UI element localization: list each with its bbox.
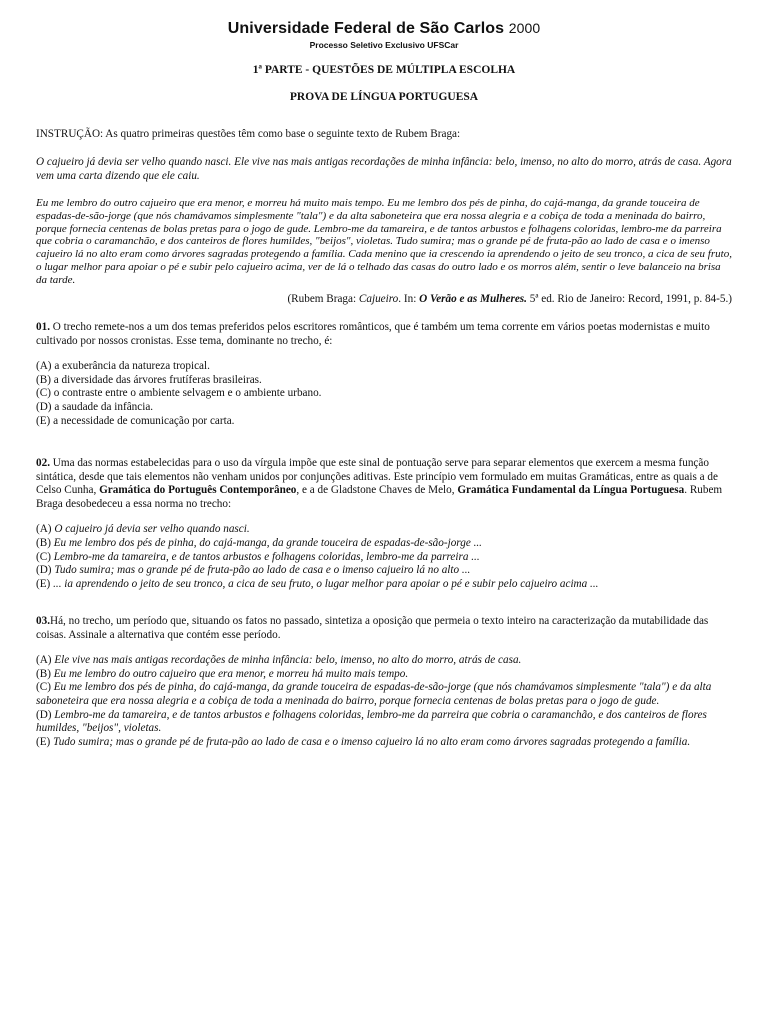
option-letter: (A) [36, 523, 55, 536]
source-author: (Rubem Braga: [287, 293, 359, 305]
university-title [0, 20, 768, 38]
option-d: (D) a saudade da infância. [36, 400, 154, 413]
exam-subtitle: Processo Seletivo Exclusivo UFSCar [309, 40, 459, 50]
question-stem: Há, no trecho, um período que, situando os fatos no passado, sintetiza a oposição que permeia o texto inteiro na caracterização da mutabilidade das coisas. Assinale a alternativa que contém esse período. [36, 615, 709, 641]
question-number: 02. [36, 457, 50, 469]
option-e: (E) a necessidade de comunicação por carta. [36, 414, 235, 427]
option-d [36, 709, 734, 736]
exam-year: 2000 [508, 20, 541, 36]
option-text: ... ia aprendendo o jeito de seu tronco, a cica de seu fruto, o lugar melhor para apoiar o pé e subir pelo cajueiro acima ... [53, 577, 599, 590]
option-c [36, 681, 734, 708]
source-edition: 5ª ed. Rio de Janeiro: Record, 1991, p. 84-5.) [526, 293, 732, 305]
grammar-book-2: Gramática Fundamental da Língua Portuguesa [457, 484, 685, 497]
grammar-book-1: Gramática do Português Contemporâneo [99, 484, 297, 497]
text-paragraph-1: O cajueiro já devia ser velho quando nasci. Ele vive nas mais antigas recordações de minha infância: belo, imenso, no alto do morro, atrás de casa. Agora vem uma carta dizendo que ele caiu. [36, 156, 732, 182]
question-02 [36, 457, 734, 591]
option-text: O cajueiro já devia ser velho quando nasci. [54, 523, 250, 536]
question-stem: Uma das normas estabelecidas para o uso da vírgula impõe que este sinal de pontuação serve para separar elementos que exercem a mesma função sintática, desde que tais elementos não venham unidos por conjunções aditivas. Este princípio vem formulado em muitas Gramáticas, entre as quais a de Celso Cunha, [36, 457, 718, 497]
option-text: Ele vive nas mais antigas recordações de minha infância: belo, imenso, no alto do morro, atrás de casa. [54, 654, 522, 667]
option-text: Eu me lembro dos pés de pinha, do cajá-manga, da grande touceira de espadas-de-são-jorge (que nós chamávamos simplesmente "tala") e da alta saboneteira que era nossa alegria e a cobiça de toda a meninada do bairro, porque fornecia centenas de bolas pretas para o jogo de gude. [36, 681, 712, 707]
option-text: Lembro-me da tamareira, e de tantos arbustos e folhagens coloridas, lembro-me da parreira ... [53, 550, 480, 563]
option-text: Eu me lembro do outro cajueiro que era menor, e morreu há muito mais tempo. [53, 667, 409, 680]
option-b [36, 668, 734, 682]
option-b [36, 537, 734, 551]
question-03 [36, 615, 734, 749]
question-01 [36, 321, 734, 428]
instruction: INSTRUÇÃO: As quatro primeiras questões têm como base o seguinte texto de Rubem Braga: [36, 128, 461, 140]
option-letter: (E) [36, 577, 54, 590]
source-in: . In: [398, 293, 420, 305]
option-e [36, 578, 734, 592]
question-stem: O trecho remete-nos a um dos temas preferidos pelos escritores românticos, que é também um tema corrente em vários poetas modernistas e muito cultivado por nossos cronistas. Esse tema, dominante no trecho, é: [36, 321, 710, 347]
option-letter: (D) [36, 564, 55, 577]
option-letter: (C) [36, 681, 54, 694]
university-name: Universidade Federal de São Carlos [227, 20, 505, 37]
question-02-stem [36, 457, 734, 511]
source-work: Cajueiro [358, 293, 399, 305]
option-c: (C) o contraste entre o ambiente selvagem e o ambiente urbano. [36, 387, 322, 400]
part-heading: 1ª PARTE - QUESTÕES DE MÚLTIPLA ESCOLHA [252, 64, 516, 76]
option-letter: (D) [36, 708, 55, 721]
question-stem-cont: , e a de Gladstone Chaves de Melo, [296, 484, 458, 497]
option-letter: (C) [36, 550, 54, 563]
question-01-stem [36, 321, 734, 348]
option-letter: (B) [36, 667, 54, 680]
question-03-stem [36, 615, 734, 642]
exam-heading: PROVA DE LÍNGUA PORTUGUESA [289, 91, 479, 103]
option-text: Tudo sumira; mas o grande pé de fruta-pão ao lado de casa e o imenso cajueiro lá no alto eram como árvores sagradas protegendo a família. [53, 735, 691, 748]
option-e [36, 736, 734, 750]
option-a [36, 523, 734, 537]
text-source [287, 293, 732, 305]
option-c [36, 551, 734, 565]
option-a: (A) a exuberância da natureza tropical. [36, 360, 210, 373]
option-text: Lembro-me da tamareira, e de tantos arbustos e folhagens coloridas, lembro-me da parreira que cobria o caramanchão, e dos canteiros de flores humildes, "beijos", violetas. [36, 708, 707, 735]
option-text: Eu me lembro dos pés de pinha, do cajá-manga, da grande touceira de espadas-de-são-jorge ... [53, 536, 482, 549]
option-text: Tudo sumira; mas o grande pé de fruta-pão ao lado de casa e o imenso cajueiro lá no alto ... [54, 564, 471, 577]
question-number: 03. [36, 615, 50, 627]
text-paragraph-2: Eu me lembro do outro cajueiro que era menor, e morreu há muito mais tempo. Eu me lembro dos pés de pinha, do cajá-manga, da grande touceira de espadas-de-são-jorge (que nós chamávamos simplesmente "tala") e da alta saboneteira que era nossa alegria e a cobiça de toda a meninada do bairro, porque fornecia centenas de bolas pretas para o jogo de gude. Lembro-me da tamareira, e de tantos arbustos e folhagens coloridas, lembro-me da parreira que cobria o caramanchão, e dos canteiros de flores humildes, "beijos", violetas. Tudo sumira; mas o grande pé de fruta-pão ao lado de casa e o imenso cajueiro lá no alto eram como árvores sagradas protegendo a família. Cada menino que ia crescendo ia aprendendo o jeito de seu tronco, a cica de seu fruto, o lugar melhor para apoiar o pé e subir pelo cajueiro acima, ver de lá o telhado das casas do outro lado e os morros além, sentir o leve balanceio na brisa da tarde. [36, 197, 732, 286]
option-letter: (E) [36, 735, 54, 748]
option-d [36, 564, 734, 578]
question-stem-end: . Rubem Braga desobedeceu a essa norma no trecho: [36, 484, 723, 510]
option-b: (B) a diversidade das árvores frutíferas brasileiras. [36, 373, 262, 386]
source-book: O Verão e as Mulheres. [419, 293, 527, 305]
option-a [36, 654, 734, 668]
question-number: 01. [36, 321, 50, 333]
option-letter: (A) [36, 654, 55, 667]
option-letter: (B) [36, 536, 54, 549]
